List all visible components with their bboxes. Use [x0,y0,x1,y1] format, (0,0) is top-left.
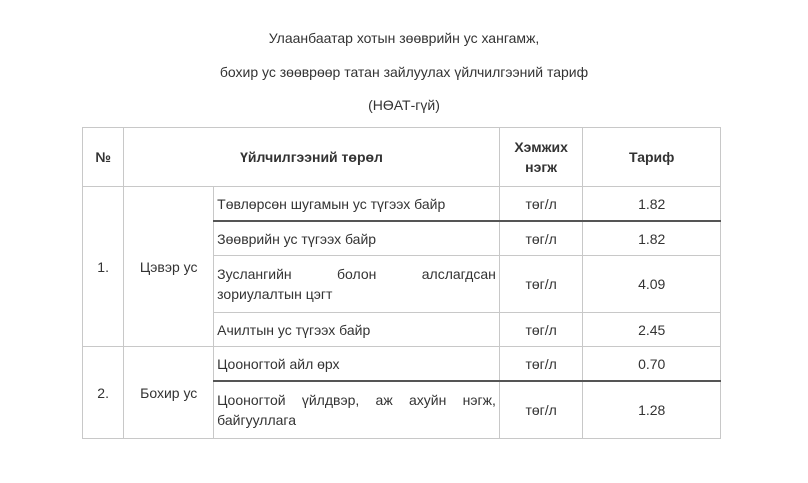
group-category: Цэвэр ус [124,187,214,347]
header-service-type: Үйлчилгээний төрөл [124,128,500,187]
tariff-value: 4.09 [583,256,721,313]
tariff-value: 1.28 [583,381,721,439]
title-line-1: Улаанбаатар хотын зөөврийн ус хангамж, [268,30,540,46]
tariff-value: 1.82 [583,187,721,222]
service-name: Зуслангийн болон алслагдсан зориулалтын цэгт [214,256,500,313]
unit-value: төг/л [499,256,583,313]
service-name: Ачилтын ус түгээх байр [214,313,500,347]
unit-value: төг/л [499,347,583,382]
header-tariff: Тариф [583,128,721,187]
unit-value: төг/л [499,221,583,256]
unit-value: төг/л [499,187,583,222]
service-name: Зөөврийн ус түгээх байр [214,221,500,256]
unit-value: төг/л [499,313,583,347]
group-category: Бохир ус [124,347,214,439]
group-number: 2. [83,347,124,439]
table-row [83,187,721,222]
service-name: Төвлөрсөн шугамын ус түгээх байр [214,187,500,222]
service-name: Цооногтой үйлдвэр, аж ахуйн нэгж, байгууллага [214,381,500,439]
group-number: 1. [83,187,124,347]
unit-value: төг/л [499,381,583,439]
tariff-value: 1.82 [583,221,721,256]
header-number: № [83,128,124,187]
title-line-3: (НӨАТ-гүй) [368,97,440,113]
tariff-value: 0.70 [583,347,721,382]
service-name: Цооногтой айл өрх [214,347,500,382]
tariff-value: 2.45 [583,313,721,347]
title-line-2: бохир ус зөөврөөр татан зайлуулах үйлчилгээний тариф [219,64,589,80]
tariff-table [82,127,721,439]
table-header-row [83,128,721,187]
table-row [83,347,721,382]
header-unit: Хэмжих нэгж [499,128,583,187]
